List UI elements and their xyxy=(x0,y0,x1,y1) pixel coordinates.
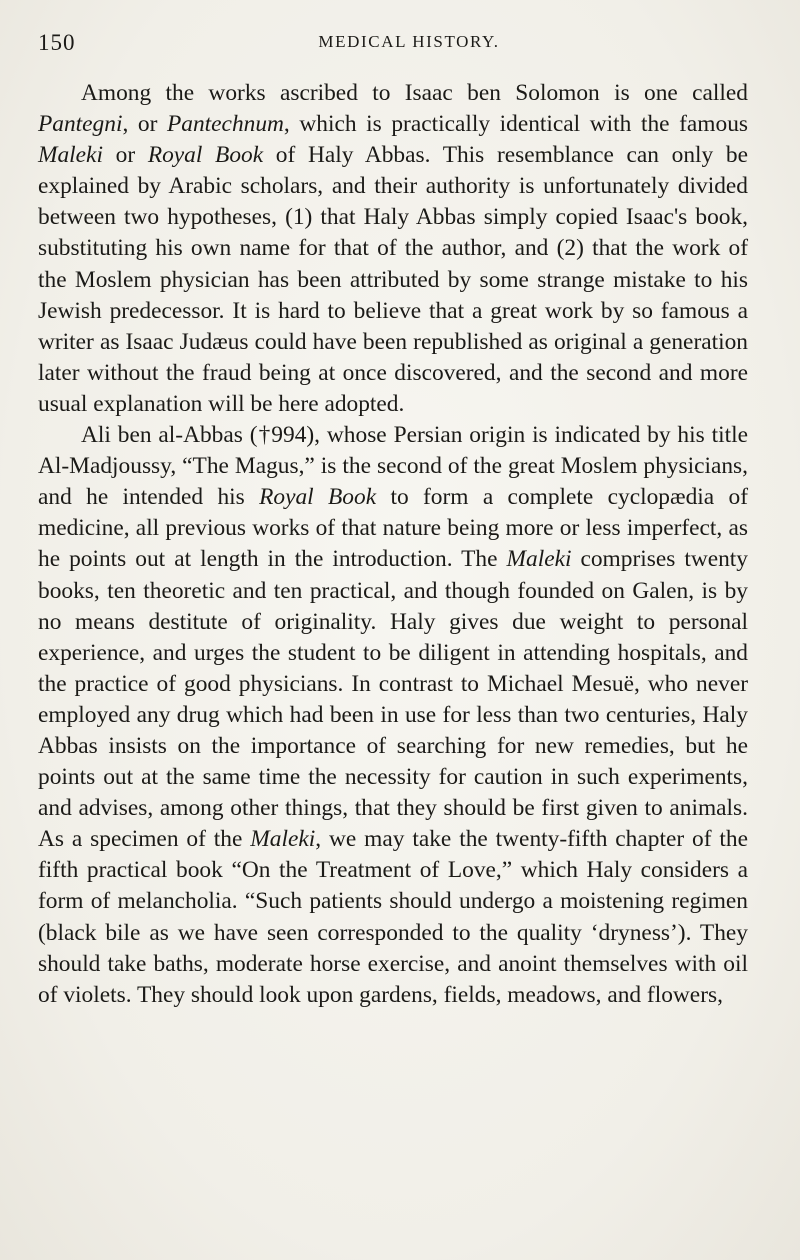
text-run: comprises twenty books, ten theoretic and ten practical, and though founded on Galen, is by no means destitute of originality. Haly gives due weight to personal experience, and urges the student to be diligent in attending hospitals, and the practice of good physicians. In contrast to Michael Mesuë, who never employed any drug which had been in use for less than two centuries, Haly Abbas insists on the importance of searching for new remedies, but he points out at the same time the necessity for caution in such experiments, and advises, among other things, that they should be first given to animals. As a specimen of the xyxy=(38,546,748,853)
text-run: , which is practically identical with the famous xyxy=(283,111,748,138)
italic-title-royal-book: Royal Book xyxy=(147,142,264,169)
italic-title-maleki: Maleki xyxy=(250,826,316,853)
page-header xyxy=(38,30,750,60)
italic-title-maleki: Maleki xyxy=(506,546,572,573)
paragraph-1 xyxy=(38,78,748,420)
text-run: of Haly Abbas. This resemblance can only be explained by Arabic scholars, and their authority is unfortunately divided between two hypotheses, (1) that Haly Abbas simply copied Isaac's book, substituting his own name for that of the author, and (2) that the work of the Moslem physician has been attributed by some strange mistake to his Jewish predecessor. It is hard to believe that a great work by so famous a writer as Isaac Judæus could have been republished as original a generation later without the fraud being at once discovered, and the second and more usual explanation will be here adopted. xyxy=(38,142,749,417)
body-text xyxy=(38,78,748,1011)
text-run: , we may take the twenty-fifth chapter of the fifth practical book “On the Treatment of Love,” which Haly considers a form of melancholia. “Such patients should undergo a moistening regimen (black bile as we have seen corresponded to the quality ‘dryness’). They should take baths, moderate horse exercise, and anoint themselves with oil of violets. They should look upon gardens, fields, meadows, and flowers, xyxy=(38,826,748,1008)
page-number: 150 xyxy=(38,30,76,55)
italic-title-pantechnum: Pantechnum xyxy=(167,111,284,138)
text-run: to form a complete cyclopædia of medicine, all previous works of that nature being more or less imperfect, as he points out at length in the introduction. The xyxy=(38,484,748,573)
text-run: , or xyxy=(122,111,167,138)
italic-title-maleki: Maleki xyxy=(38,142,103,169)
italic-title-pantegni: Pantegni xyxy=(38,111,123,138)
italic-title-royal-book: Royal Book xyxy=(259,484,377,511)
text-run: Among the works ascribed to Isaac ben Solomon is one called xyxy=(81,80,748,106)
running-head: MEDICAL HISTORY. xyxy=(318,32,500,51)
paragraph-2 xyxy=(38,420,748,1011)
text-run: or xyxy=(102,142,148,169)
text-run: Ali ben al-Abbas (†994), whose Persian origin is indicated by his title Al-Madjoussy, “The Magus,” is the second of the great Moslem physicians, and he intended his xyxy=(38,422,748,511)
